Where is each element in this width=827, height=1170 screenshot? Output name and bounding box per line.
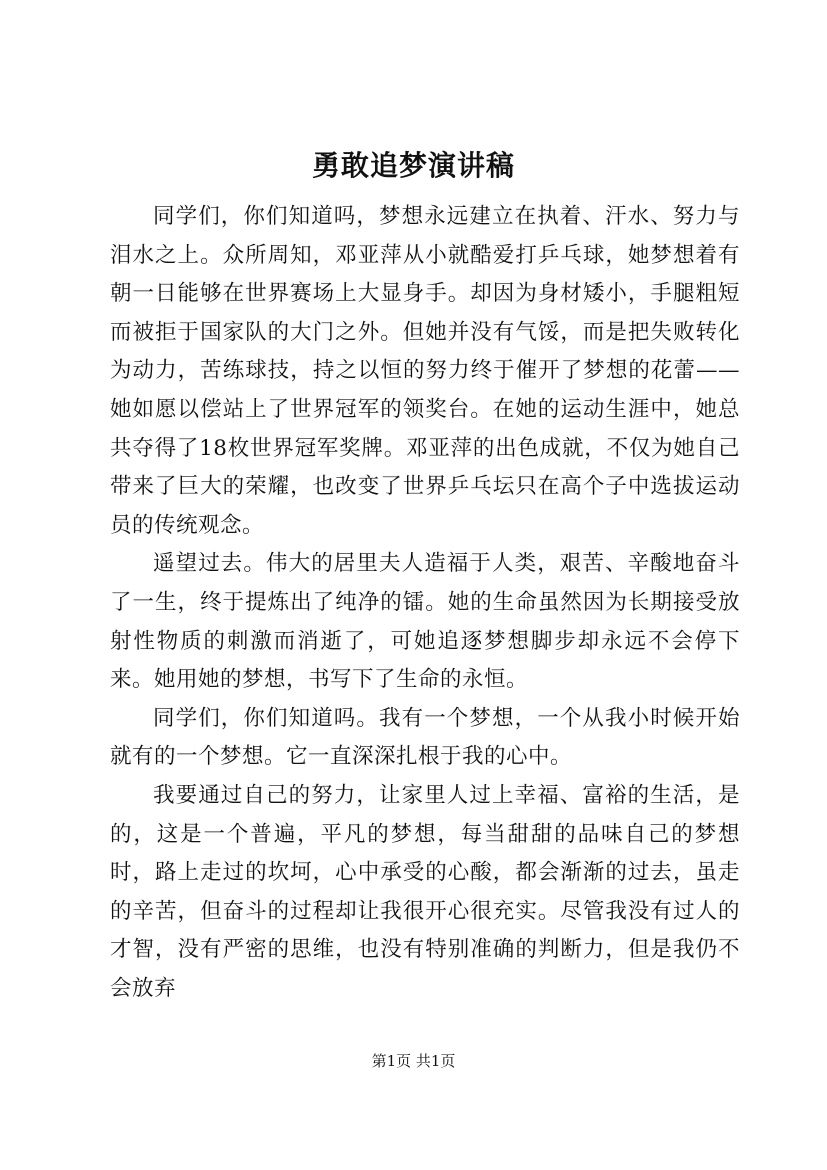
paragraph: 同学们，你们知道吗，梦想永远建立在执着、汗水、努力与泪水之上。众所周知，邓亚萍从小就酷爱打乒乓球，她梦想着有朝一日能够在世界赛场上大显身手。却因为身材矮小，手腿粗短而被拒于国家队的大门之外。但她并没有气馁，而是把失败转化为动力，苦练球技，持之以恒的努力终于催开了梦想的花蕾——她如愿以偿站上了世界冠军的领奖台。在她的运动生涯中，她总共夺得了18枚世界冠军奖牌。邓亚萍的出色成就，不仅为她自己带来了巨大的荣耀，也改变了世界乒乓坛只在高个子中选拔运动员的传统观念。 <box>110 204 740 538</box>
document-body <box>110 198 740 1008</box>
page-footer: 第1页 共1页 <box>371 1052 456 1070</box>
paragraph: 我要通过自己的努力，让家里人过上幸福、富裕的生活，是的，这是一个普遍，平凡的梦想，每当甜甜的品味自己的梦想时，路上走过的坎坷，心中承受的心酸，都会渐渐的过去，虽走的辛苦，但奋斗的过程却让我很开心很充实。尽管我没有过人的才智，没有严密的思维，也没有特别准确的判断力，但是我仍不会放弃 <box>110 782 740 1001</box>
paragraph: 遥望过去。伟大的居里夫人造福于人类，艰苦、辛酸地奋斗了一生，终于提炼出了纯净的镭。她的生命虽然因为长期接受放射性物质的刺激而消逝了，可她追逐梦想脚步却永远不会停下来。她用她的梦想，书写下了生命的永恒。 <box>110 551 740 693</box>
paragraph: 同学们，你们知道吗。我有一个梦想，一个从我小时候开始就有的一个梦想。它一直深深扎根于我的心中。 <box>110 705 740 770</box>
document-title: 勇敢追梦演讲稿 <box>311 149 515 182</box>
